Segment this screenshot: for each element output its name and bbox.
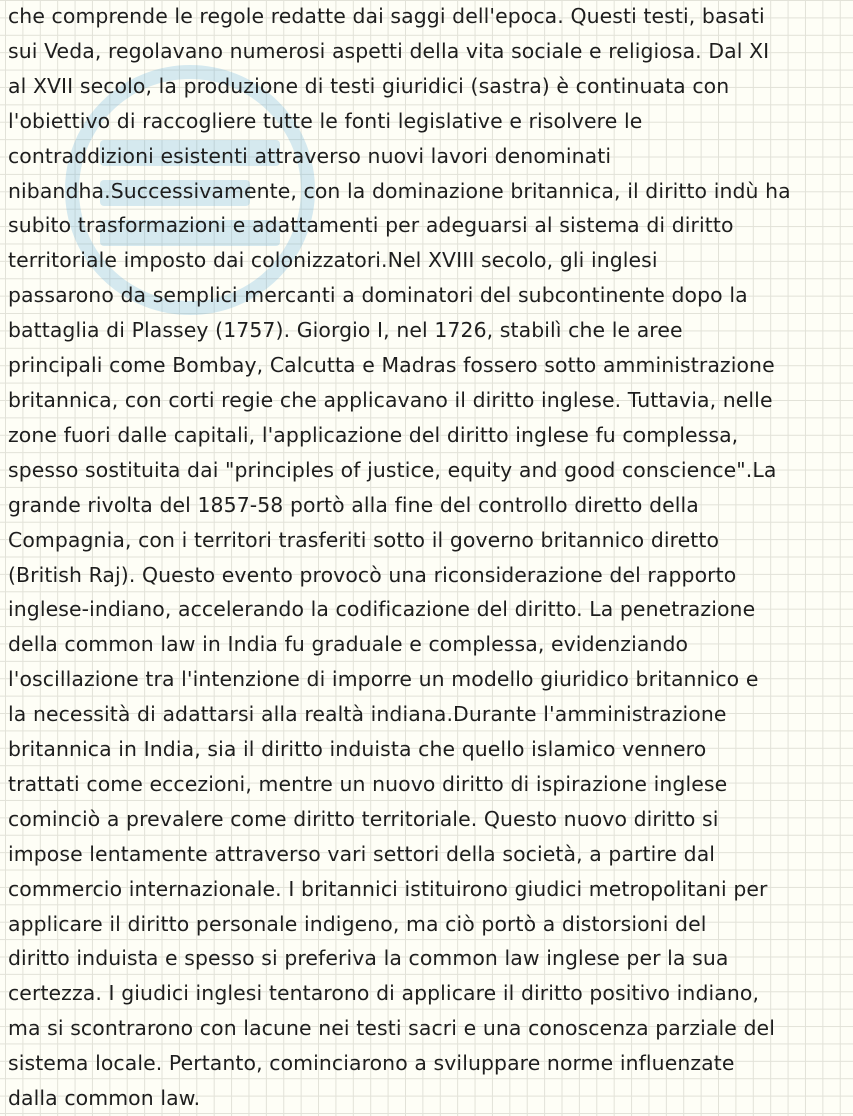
text-line: grande rivolta del 1857-58 portò alla fine del controllo diretto della [8, 492, 699, 517]
text-line: impose lentamente attraverso vari settori della società, a partire dal [8, 841, 716, 866]
document-text [8, 0, 848, 1116]
text-line: sistema locale. Pertanto, cominciarono a sviluppare norme influenzate [8, 1051, 735, 1076]
text-line: ma si scontrarono con lacune nei testi sacri e una conoscenza parziale del [8, 1016, 775, 1041]
text-line: dalla common law. [8, 1086, 201, 1111]
text-line: (British Raj). Questo evento provocò una riconsiderazione del rapporto [8, 562, 737, 587]
text-line: principali come Bombay, Calcutta e Madras fossero sotto amministrazione [8, 353, 775, 378]
text-line: la necessità di adattarsi alla realtà indiana.Durante l'amministrazione [8, 702, 727, 727]
text-line: commercio internazionale. I britannici istituirono giudici metropolitani per [8, 876, 768, 901]
text-line: subito trasformazioni e adattamenti per adeguarsi al sistema di diritto [8, 213, 734, 238]
text-line: Compagnia, con i territori trasferiti sotto il governo britannico diretto [8, 527, 720, 552]
text-line: battaglia di Plassey (1757). Giorgio I, nel 1726, stabilì che le aree [8, 318, 683, 343]
text-line: della common law in India fu graduale e complessa, evidenziando [8, 632, 689, 657]
text-line: l'oscillazione tra l'intenzione di imporre un modello giuridico britannico e [8, 667, 759, 692]
text-line: certezza. I giudici inglesi tentarono di applicare il diritto positivo indiano, [8, 981, 760, 1006]
text-line: diritto induista e spesso si preferiva la common law inglese per la sua [8, 946, 729, 971]
text-line: britannica, con corti regie che applicavano il diritto inglese. Tuttavia, nelle [8, 387, 773, 412]
text-line: applicare il diritto personale indigeno, ma ciò portò a distorsioni del [8, 911, 707, 936]
text-line: che comprende le regole redatte dai saggi dell'epoca. Questi testi, basati [8, 4, 765, 28]
text-line: zone fuori dalle capitali, l'applicazione del diritto inglese fu complessa, [8, 422, 739, 447]
text-line: contraddizioni esistenti attraverso nuovi lavori denominati [8, 143, 612, 168]
text-line: britannica in India, sia il diritto induista che quello islamico vennero [8, 737, 707, 762]
text-line: l'obiettivo di raccogliere tutte le fonti legislative e risolvere le [8, 108, 643, 133]
text-line: spesso sostituita dai "principles of justice, equity and good conscience".La [8, 457, 777, 482]
text-line: passarono da semplici mercanti a dominatori del subcontinente dopo la [8, 283, 748, 308]
text-line: inglese-indiano, accelerando la codificazione del diritto. La penetrazione [8, 597, 756, 622]
text-line: territoriale imposto dai colonizzatori.Nel XVIII secolo, gli inglesi [8, 248, 658, 273]
text-line: trattati come eccezioni, mentre un nuovo diritto di ispirazione inglese [8, 771, 728, 796]
text-line: al XVII secolo, la produzione di testi giuridici (sastra) è continuata con [8, 73, 730, 98]
text-line: nibandha.Successivamente, con la dominazione britannica, il diritto indù ha [8, 178, 791, 203]
text-line: cominciò a prevalere come diritto territoriale. Questo nuovo diritto si [8, 806, 719, 831]
text-line: sui Veda, regolavano numerosi aspetti della vita sociale e religiosa. Dal XI [8, 38, 770, 63]
